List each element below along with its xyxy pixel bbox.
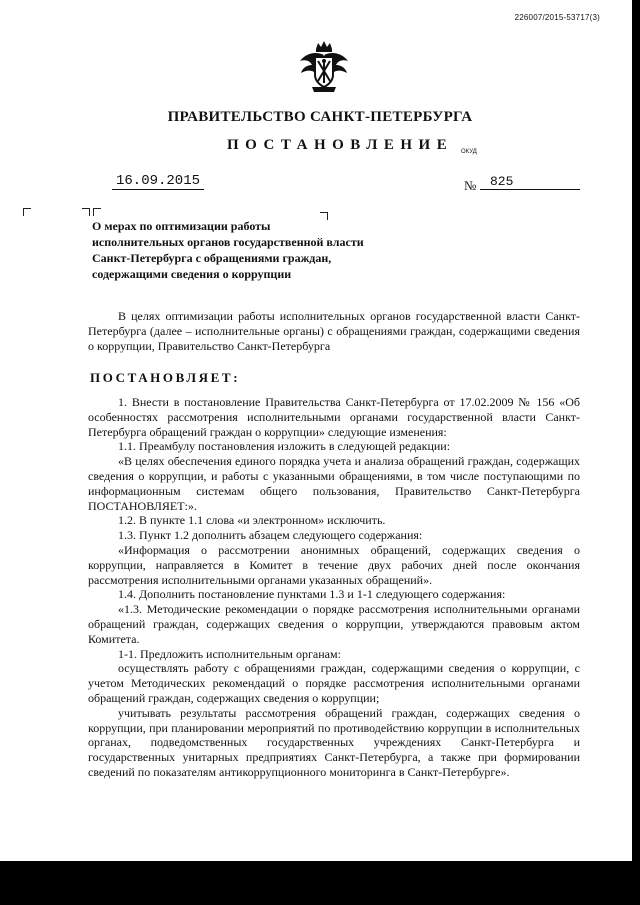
paragraph: учитывать результаты рассмотрения обращений граждан, содержащих сведения о коррупции, при планировании мероприятий по противодействию коррупции в исполнительных органах, подведомственных государственных учреждениях Санкт-Петербурга и государственных унитарных предприятиях Санкт-Петербурга, а также при формировании сведений по показателям антикоррупционного мониторинга в Санкт-Петербурге». [88,705,580,779]
okud-label: ОКУД [461,149,477,155]
paragraph: 1-1. Предложить исполнительным органам: [118,646,341,661]
paragraph: «В целях обеспечения единого порядка учета и анализа обращений граждан, содержащих сведения о коррупции, и работы с указанными обращениями, в том числе поступающими по информационным системам общего пользования, Правительство Санкт-Петербурга ПОСТАНОВЛЯЕТ:». [88,454,580,513]
coat-of-arms-icon [296,39,352,95]
decree-subject [92,218,392,282]
paragraph: «Информация о рассмотрении анонимных обращений, содержащих сведения о коррупции, направляется в Комитет в течение двух рабочих дней после окончания рассмотрения исполнительными органами указанных обращений». [88,542,580,587]
paragraph: 1.1. Преамбулу постановления изложить в следующей редакции: [118,439,451,454]
scan-edge [632,0,640,905]
subject-line: исполнительных органов государственной власти [92,235,364,249]
margin-mark [82,208,90,216]
intro-section [88,309,580,353]
scan-bottom-edge [0,861,640,905]
paragraph: 1. Внести в постановление Правительства Санкт-Петербурга от 17.02.2009 № 156 «Об особенностях рассмотрения исполнительными органами государственной власти Санкт-Петербурга обращений граждан о коррупции» следующие изменения: [88,395,580,439]
paragraph: осуществлять работу с обращениями граждан, содержащими сведения о коррупции, с учетом Методических рекомендаций о порядке рассмотрения исполнительными органами обращений граждан, содержащих сведения о коррупции; [88,661,580,705]
paragraph: «1.3. Методические рекомендации о порядке рассмотрения исполнительными органами обращений граждан, содержащих сведения о коррупции, утверждаются правовым актом Комитета. [88,602,580,646]
subject-line: Санкт-Петербурга с обращениями граждан, [92,251,332,265]
decree-number: 825 [480,174,580,190]
resolve-heading: ПОСТАНОВЛЯЕТ: [90,370,241,385]
paragraph: 1.4. Дополнить постановление пунктами 1.3 и 1-1 следующего содержания: [118,587,506,602]
intro-paragraph: В целях оптимизации работы исполнительных органов государственной власти Санкт-Петербурга (далее – исполнительные органы) с обращениями граждан, содержащими сведения о коррупции, Правительство Санкт-Петербурга [88,309,580,353]
decree-date: 16.09.2015 [112,173,204,190]
government-title: ПРАВИТЕЛЬСТВО САНКТ-ПЕТЕРБУРГА [167,109,473,125]
margin-mark [93,208,101,216]
paragraph: 1.3. Пункт 1.2 дополнить абзацем следующего содержания: [118,528,423,543]
margin-mark [23,208,31,216]
document-id: 226007/2015-53717(3) [514,13,600,22]
number-label: № [464,178,477,193]
decree-title: ПОСТАНОВЛЕНИЕ [227,137,454,153]
subject-line: содержащими сведения о коррупции [92,267,292,281]
paragraph: 1.2. В пункте 1.1 слова «и электронном» исключить. [118,513,386,528]
decree-body [88,395,580,780]
subject-line: О мерах по оптимизации работы [92,219,271,233]
